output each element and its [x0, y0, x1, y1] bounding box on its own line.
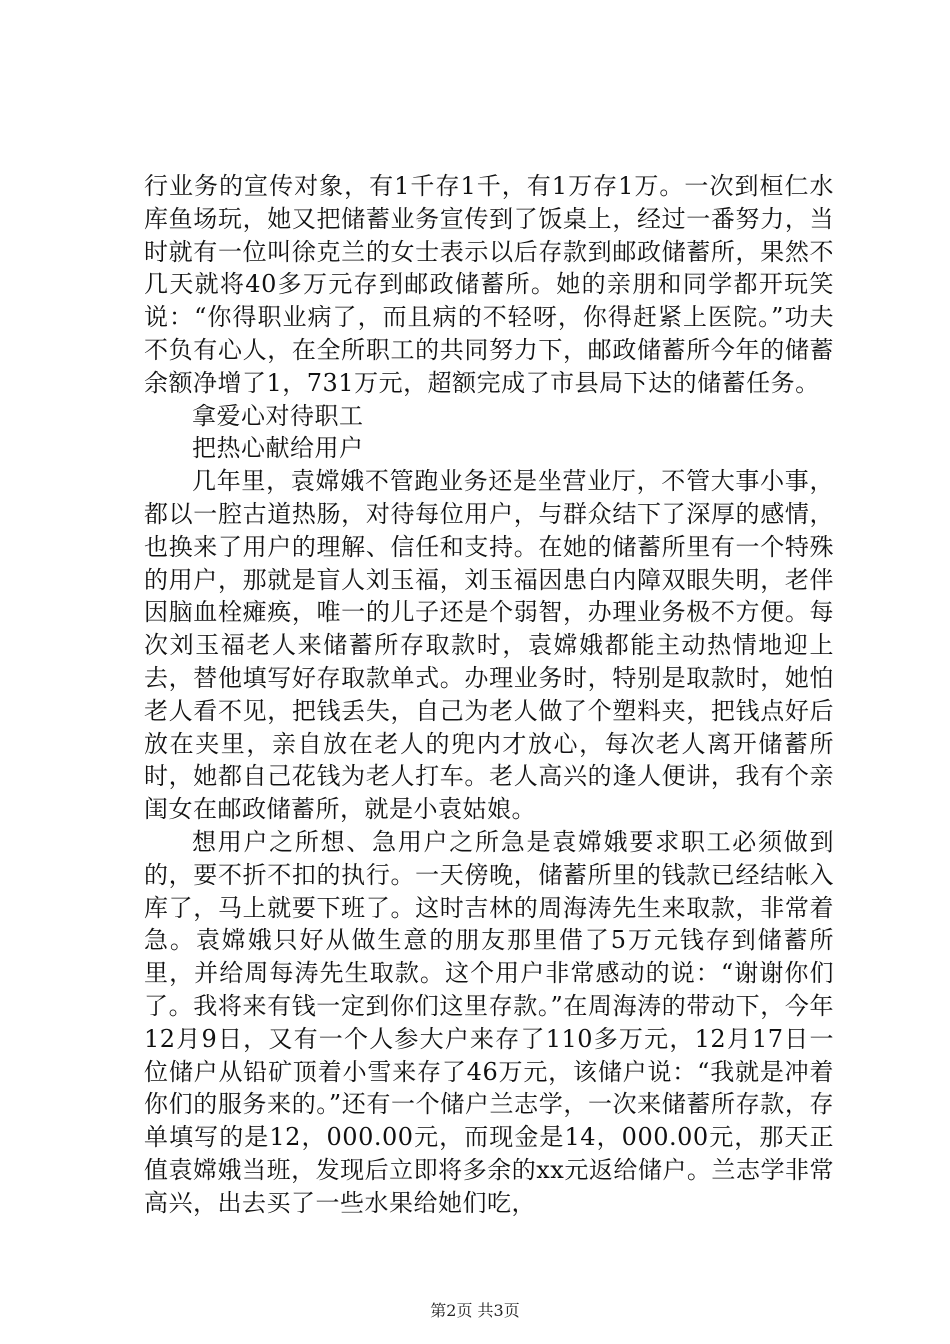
paragraph-customer-service: 想用户之所想、急用户之所急是袁嫦娥要求职工必须做到的，要不折不扣的执行。一天傍晚，储蓄所里的钱款已经结帐入库了，马上就要下班了。这时吉林的周海涛先生来取款，非常着急。袁嫦娥只好从做生意的朋友那里借了5万元钱存到储蓄所里，并给周每涛先生取款。这个用户非常感动的说：“谢谢你们了。我将来有钱一定到你们这里存款。”在周海涛的带动下，今年12月9日，又有一个人参大户来存了110多万元，12月17日一位储户从铅矿顶着小雪来存了46万元，该储户说：“我就是冲着你们的服务来的。”还有一个储户兰志学，一次来储蓄所存款，存单填写的是12，000.00元，而现金是14，000.00元，那天正值袁嫦娥当班，发现后立即将多余的xx元返给储户。兰志学非常高兴，出去买了一些水果给她们吃， [144, 827, 834, 1217]
section-heading-line-1: 拿爱心对待职工 [192, 401, 364, 430]
page-number-footer: 第2页 共3页 [430, 1301, 520, 1320]
paragraph-blind-customer: 几年里，袁嫦娥不管跑业务还是坐营业厅，不管大事小事，都以一腔古道热肠，对待每位用户，与群众结下了深厚的感情，也换来了用户的理解、信任和支持。在她的储蓄所里有一个特殊的用户，那就是盲人刘玉福，刘玉福因患白内障双眼失明，老伴因脑血栓瘫痪，唯一的儿子还是个弱智，办理业务极不方便。每次刘玉福老人来储蓄所存取款时，袁嫦娥都能主动热情地迎上去，替他填写好存取款单式。办理业务时，特别是取款时，她怕老人看不见，把钱丢失，自己为老人做了个塑料夹，把钱点好后放在夹里，亲自放在老人的兜内才放心，每次老人离开储蓄所时，她都自己花钱为老人打车。老人高兴的逢人便讲，我有个亲闺女在邮政储蓄所，就是小袁姑娘。 [144, 467, 834, 824]
section-heading-line-2: 把热心献给用户 [192, 434, 364, 463]
document-body [144, 170, 834, 1220]
paragraph-continuation: 行业务的宣传对象，有1千存1千，有1万存1万。一次到桓仁水库鱼场玩，她又把储蓄业务宣传到了饭桌上，经过一番努力，当时就有一位叫徐克兰的女士表示以后存款到邮政储蓄所，果然不几天就将40多万元存到邮政储蓄所。她的亲朋和同学都开玩笑说：“你得职业病了，而且病的不轻呀，你得赶紧上医院。”功夫不负有心人，在全所职工的共同努力下，邮政储蓄所今年的储蓄余额净增了1，731万元，超额完成了市县局下达的储蓄任务。 [144, 172, 834, 397]
